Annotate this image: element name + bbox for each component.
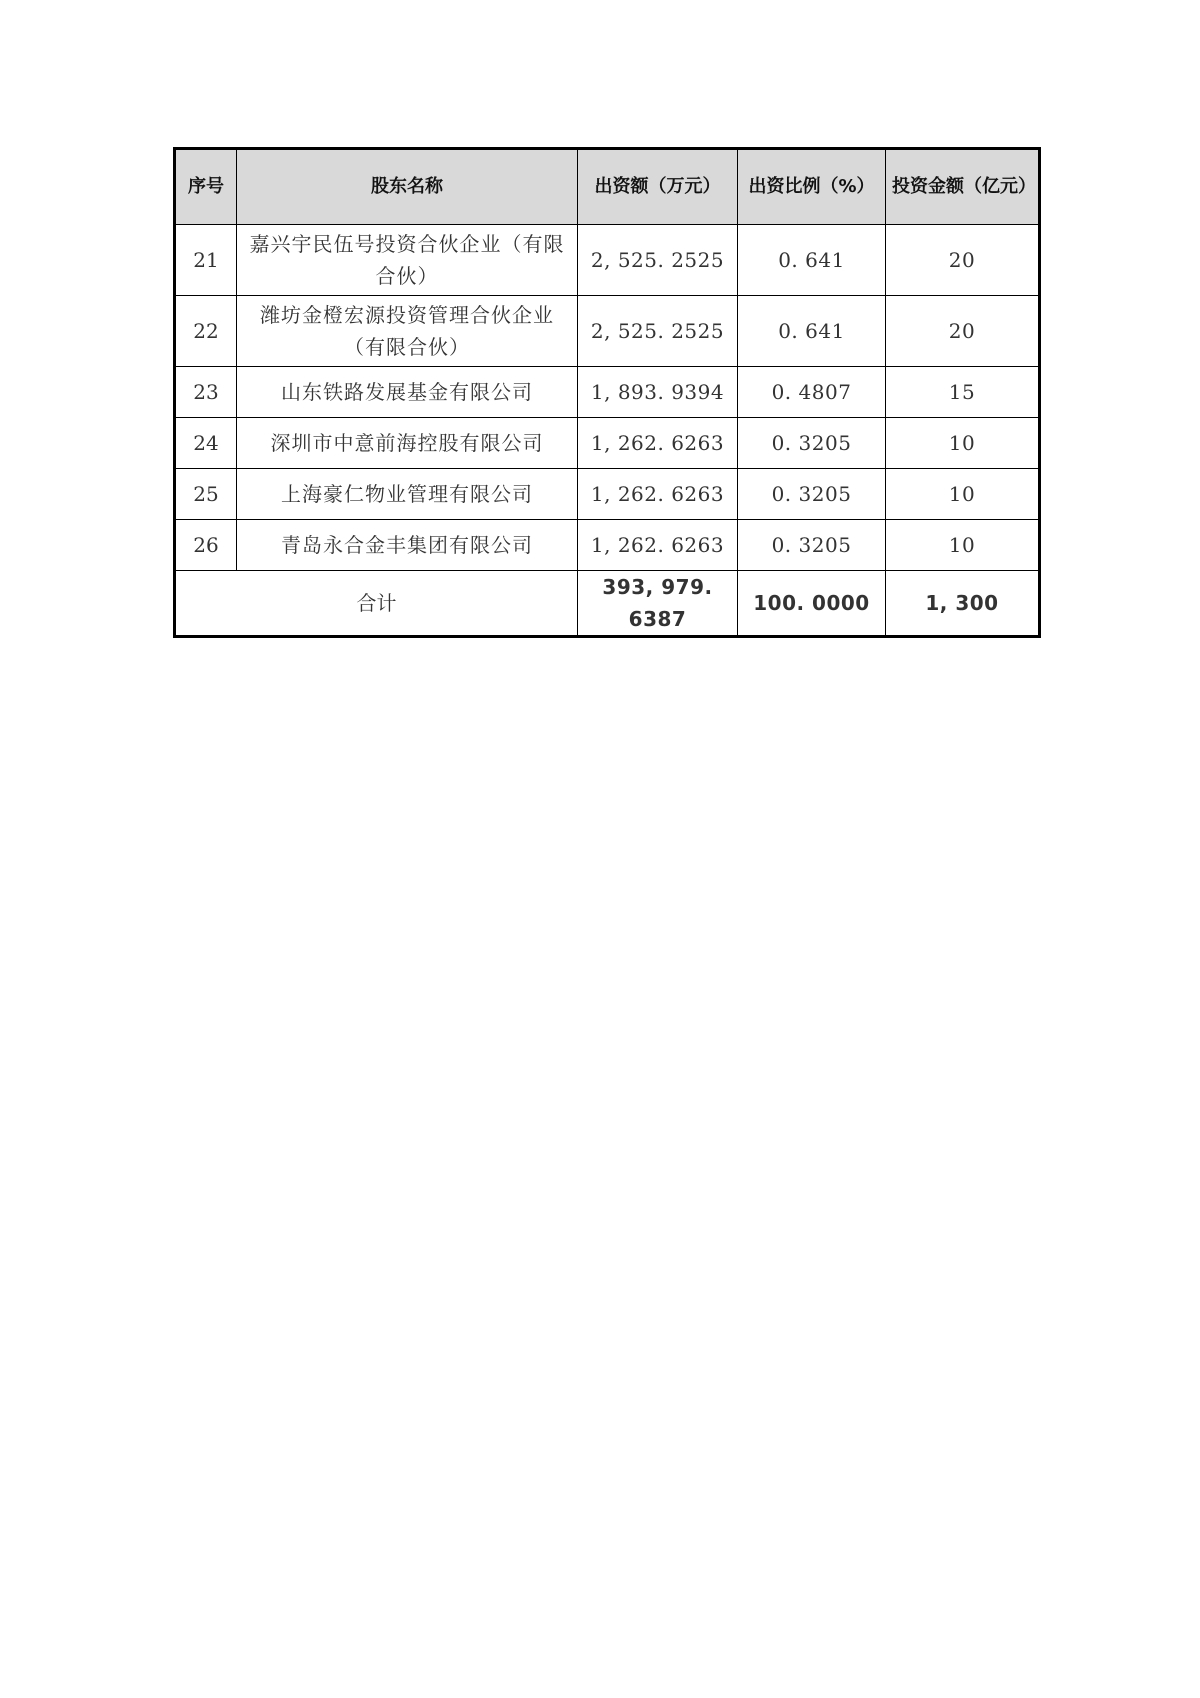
row-investment-amount: 15 xyxy=(886,367,1040,418)
row-index: 25 xyxy=(175,469,237,520)
row-investment-amount: 20 xyxy=(886,296,1040,367)
table-row xyxy=(175,469,1040,520)
table-row xyxy=(175,367,1040,418)
table-row xyxy=(175,418,1040,469)
row-index: 23 xyxy=(175,367,237,418)
row-shareholder-name xyxy=(237,367,578,418)
row-index: 21 xyxy=(175,225,237,296)
row-capital-amount: 1, 893. 9394 xyxy=(578,367,738,418)
row-capital-amount: 2, 525. 2525 xyxy=(578,296,738,367)
row-investment-amount: 20 xyxy=(886,225,1040,296)
row-capital-ratio: 0. 3205 xyxy=(738,469,886,520)
shareholder-name-text: 嘉兴宇民伍号投资合伙企业（有限合伙） xyxy=(249,232,565,288)
row-investment-amount: 10 xyxy=(886,469,1040,520)
table-row xyxy=(175,520,1040,571)
total-label: 合计 xyxy=(175,571,578,637)
row-capital-ratio: 0. 4807 xyxy=(738,367,886,418)
row-index: 26 xyxy=(175,520,237,571)
row-capital-amount: 1, 262. 6263 xyxy=(578,520,738,571)
row-capital-ratio: 0. 641 xyxy=(738,225,886,296)
row-shareholder-name xyxy=(237,418,578,469)
header-investment-amount: 投资金额（亿元） xyxy=(886,149,1040,225)
table-total-row xyxy=(175,571,1040,637)
shareholder-name-text: 潍坊金橙宏源投资管理合伙企业（有限合伙） xyxy=(260,303,554,359)
header-capital-amount: 出资额（万元） xyxy=(578,149,738,225)
shareholder-name-text: 山东铁路发展基金有限公司 xyxy=(281,380,533,404)
row-capital-amount: 2, 525. 2525 xyxy=(578,225,738,296)
shareholder-name-text: 上海豪仁物业管理有限公司 xyxy=(281,482,533,506)
shareholder-name-text: 深圳市中意前海控股有限公司 xyxy=(270,431,544,455)
row-index: 24 xyxy=(175,418,237,469)
total-capital-amount: 393, 979. 6387 xyxy=(578,571,738,637)
row-capital-ratio: 0. 641 xyxy=(738,296,886,367)
table-row xyxy=(175,296,1040,367)
table-header-row xyxy=(175,149,1040,225)
row-index: 22 xyxy=(175,296,237,367)
row-capital-amount: 1, 262. 6263 xyxy=(578,418,738,469)
row-investment-amount: 10 xyxy=(886,520,1040,571)
row-capital-ratio: 0. 3205 xyxy=(738,520,886,571)
header-capital-ratio: 出资比例（%） xyxy=(738,149,886,225)
row-shareholder-name xyxy=(237,225,578,296)
shareholder-name-text: 青岛永合金丰集团有限公司 xyxy=(281,533,533,557)
row-shareholder-name xyxy=(237,296,578,367)
total-investment-amount: 1, 300 xyxy=(886,571,1040,637)
table-row xyxy=(175,225,1040,296)
row-investment-amount: 10 xyxy=(886,418,1040,469)
header-shareholder-name: 股东名称 xyxy=(237,149,578,225)
row-capital-amount: 1, 262. 6263 xyxy=(578,469,738,520)
shareholder-table xyxy=(173,147,1041,638)
total-capital-ratio: 100. 0000 xyxy=(738,571,886,637)
row-capital-ratio: 0. 3205 xyxy=(738,418,886,469)
row-shareholder-name xyxy=(237,469,578,520)
header-index: 序号 xyxy=(175,149,237,225)
row-shareholder-name xyxy=(237,520,578,571)
